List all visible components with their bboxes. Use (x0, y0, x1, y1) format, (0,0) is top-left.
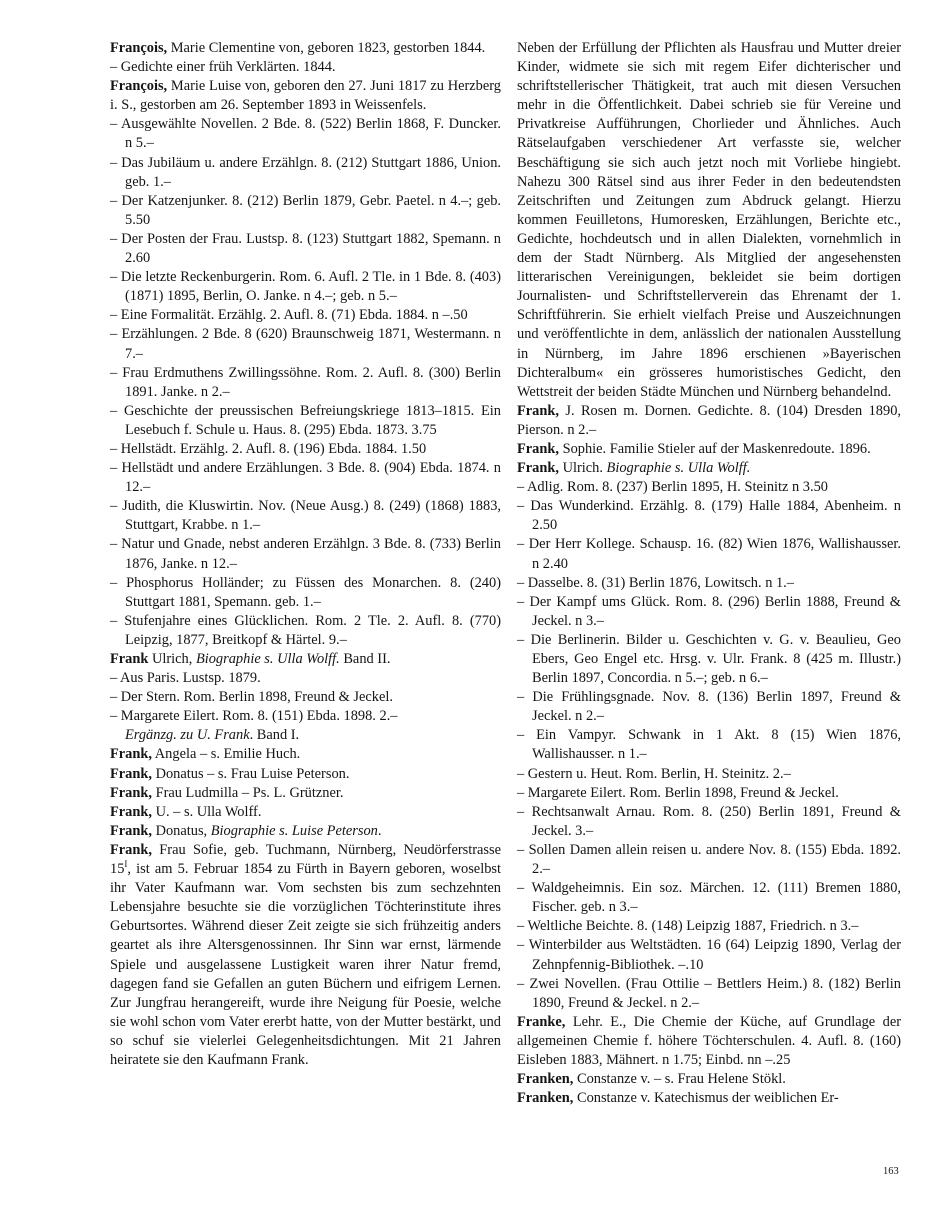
entry-text: – Die Frühlingsgnade. Nov. 8. (136) Berlin 1897, Freund & Jeckel. n 2.– (517, 689, 901, 725)
entry-text: Lehr. E., Die Chemie der Küche, auf Grundlage der allgemeinen Chemie f. höhere Töchterschulen. 4. Aufl. 8. (160) Eisleben 1883, Mähnert. n 1.75; Einbd. nn –.25 (517, 1013, 901, 1068)
entry-text: – Margarete Eilert. Rom. 8. (151) Ebda. 1898. 2.– (110, 708, 398, 725)
entry-text: U. – s. Ulla Wolff. (151, 803, 262, 820)
entry-paragraph (110, 745, 501, 764)
entry-paragraph (110, 822, 501, 841)
entry-paragraph (110, 784, 501, 803)
entry-heading: Frank, (110, 841, 152, 858)
entry-paragraph (110, 77, 501, 115)
entry-text: – Hellstädt und andere Erzählungen. 3 Bde. 8. (904) Ebda. 1874. n 12.– (110, 460, 501, 496)
bibliography-item (110, 154, 501, 192)
entry-paragraph (517, 440, 901, 459)
entry-paragraph (517, 1070, 901, 1089)
entry-heading: François, (110, 78, 168, 95)
entry-text: – Gedichte einer früh Verklärten. 1844. (110, 59, 336, 76)
bibliography-item (110, 192, 501, 230)
entry-text: – Natur und Gnade, nebst anderen Erzählgn. 3 Bde. 8. (733) Berlin 1876, Janke. n 12.– (110, 536, 501, 572)
bibliography-item (517, 784, 901, 803)
entry-text: – Waldgeheimnis. Ein soz. Märchen. 12. (111) Bremen 1880, Fischer. geb. n 3.– (517, 880, 901, 916)
bibliography-item (110, 402, 501, 440)
entry-text: Frau Ludmilla – Ps. L. Grützner. (151, 784, 344, 801)
bibliography-item (110, 574, 501, 612)
entry-text: Neben der Erfüllung der Pflichten als Hausfrau und Mutter dreier Kinder, widmete sie sich mit regem Eifer dichterischer und schriftstellerischer Thätigkeit, trat auch mit diesen Versuchen mehr in die Öffentlichkeit. Dabei schrieb sie für Vereine und Privatkreise Aufführungen, Chorlieder und Ähnliches. Auch Rätselaufgaben verschiedener Art verfasste sie, welcher Beschäftigung sie sich auch jetzt noch mit Vorliebe hingiebt. Nahezu 300 Rätsel sind aus ihrer Feder in den bedeutendsten Zeitschriften und Zeitungen zum Abdruck gelangt. Hierzu kommen Feuilletons, Humoresken, Erzählungen, Berichte etc., Gedichte, hochdeutsch und in allen Dialekten, vornehmlich in dem der Stadt Nürnberg. Als Mitglied der angesehensten litterarischen Vereinigungen, bekleidet sie beim dortigen Journalisten- und Schriftstellerverein das Ehrenamt der 1. Schriftführerin. Sie erhielt vielfach Preise und Auszeichnungen und veröffentlichte in dem, anlässlich der nationalen Ausstellung in Nürnberg, im Jahre 1896 erschienen »Bayerischen Dichteralbum« ein grösseres humoristisches Gedicht, den Wettstreit der beiden Städte München und Nürnberg behandelnd. (517, 40, 901, 400)
bibliography-item (110, 306, 501, 325)
bibliography-item (110, 440, 501, 459)
entry-paragraph (517, 1089, 901, 1108)
bibliography-item (517, 535, 901, 573)
entry-text: – Gestern u. Heut. Rom. Berlin, H. Steinitz. 2.– (517, 765, 791, 782)
bibliography-item (517, 478, 901, 497)
bibliography-item (110, 268, 501, 306)
entry-heading: Frank, (110, 803, 152, 820)
entry-text: – Hellstädt. Erzählg. 2. Aufl. 8. (196) Ebda. 1884. 1.50 (110, 440, 427, 457)
entry-text: – Der Katzenjunker. 8. (212) Berlin 1879, Gebr. Paetel. n 4.–; geb. 5.50 (110, 192, 501, 228)
bibliography-item (517, 879, 901, 917)
bibliography-item (517, 936, 901, 974)
entry-text: – Frau Erdmuthens Zwillingssöhne. Rom. 2. Aufl. 8. (300) Berlin 1891. Janke. n 2.– (110, 364, 501, 400)
bibliography-item (110, 688, 501, 707)
entry-text-tail: . Band I. (249, 727, 300, 744)
entry-text: – Ein Vampyr. Schwank in 1 Akt. 8 (15) Wien 1876, Wallishausser. n 1.– (517, 727, 901, 763)
entry-heading: Frank, (110, 765, 152, 782)
entry-heading: Franken, (517, 1090, 574, 1107)
entry-text: – Der Kampf ums Glück. Rom. 8. (296) Berlin 1888, Freund & Jeckel. n 3.– (517, 593, 901, 629)
entry-text: – Weltliche Beichte. 8. (148) Leipzig 1887, Friedrich. n 3.– (517, 918, 859, 935)
bibliography-item (517, 574, 901, 593)
entry-text-tail: Band II. (339, 651, 391, 667)
bibliography-item (517, 726, 901, 764)
bibliography-item (517, 917, 901, 936)
bibliography-item (110, 535, 501, 573)
entry-text: – Rechtsanwalt Arnau. Rom. 8. (250) Berlin 1891, Freund & Jeckel. 3.– (517, 803, 901, 839)
bibliography-item (110, 669, 501, 688)
entry-text: – Winterbilder aus Weltstädten. 16 (64) Leipzig 1890, Verlag der Zehnpfennig-Bibliothek. –.10 (517, 937, 901, 973)
entry-text: – Erzählungen. 2 Bde. 8 (620) Braunschweig 1871, Westermann. n 7.– (110, 326, 501, 362)
entry-text: – Geschichte der preussischen Befreiungskriege 1813–1815. Ein Lesebuch f. Schule u. Haus. 8. (295) Ebda. 1873. 3.75 (110, 402, 501, 438)
bibliography-item (517, 631, 901, 688)
entry-text: Donatus, (151, 822, 211, 839)
entry-text: – Dasselbe. 8. (31) Berlin 1876, Lowitsch. n 1.– (517, 574, 794, 591)
entry-heading: Frank, (110, 784, 152, 801)
left-column (110, 39, 501, 1070)
entry-heading: Frank, (110, 822, 152, 839)
entry-text: – Der Herr Kollege. Schausp. 16. (82) Wien 1876, Wallishausser. n 2.40 (517, 536, 901, 572)
entry-heading: Frank, (110, 746, 152, 763)
entry-text: J. Rosen m. Dornen. Gedichte. 8. (104) Dresden 1890, Pierson. n 2.– (517, 402, 901, 438)
entry-heading: François, (110, 40, 168, 56)
entry-text: Angela – s. Emilie Huch. (151, 746, 301, 763)
page-number: 163 (883, 1166, 899, 1177)
entry-text: – Margarete Eilert. Rom. Berlin 1898, Freund & Jeckel. (517, 784, 839, 801)
entry-text: – Ausgewählte Novellen. 2 Bde. 8. (522) Berlin 1868, F. Duncker. n 5.– (110, 116, 501, 152)
entry-heading: Frank (110, 651, 149, 667)
entry-italic-text: Biographie s. Ulla Wolff. (195, 651, 340, 667)
entry-text: – Der Stern. Rom. Berlin 1898, Freund & Jeckel. (110, 689, 393, 706)
entry-text: – Adlig. Rom. 8. (237) Berlin 1895, H. Steinitz n 3.50 (517, 479, 828, 496)
entry-text-tail: , ist am 5. Februar 1854 zu Fürth in Bayern geboren, woselbst ihr Vater Kaufmann war. Vom sechsten bis zum sechzehnten Lebensjahre besuchte sie die vorzüglichen Töchterinstitute ihres Geburtsortes. Während dieser Zeit zeigte sie sich frühzeitig anders geartet als ihre Altersgenossinnen. Ihr Sinn war ernst, lärmende Spiele und ausgelassene Lustigkeit waren ihrer Natur fremd, dagegen fand sie Gefallen an guten Büchern und eifrigem Lernen. Zur Jungfrau herangereift, wurde ihre Neigung für Poesie, welche sie wohl schon vom Vater ererbt hatte, von der Mutter bestärkt, und so schuf sie vielerlei Gelegenheitsdichtungen. Mit 21 Jahren heiratete sie den Kaufmann Frank. (110, 861, 501, 1068)
entry-paragraph (110, 650, 501, 669)
entry-text: Frau Sofie, geb. Tuchmann, Nürnberg, Neudörferstrasse 15 (110, 841, 501, 878)
entry-paragraph (110, 803, 501, 822)
bibliography-item (110, 115, 501, 153)
entry-text: Marie Clementine von, geboren 1823, gestorben 1844. (167, 40, 486, 56)
bibliography-item (517, 975, 901, 1013)
bibliography-item (517, 841, 901, 879)
bibliography-item (517, 765, 901, 784)
bibliography-item (517, 688, 901, 726)
entry-text: – Das Wunderkind. Erzählg. 8. (179) Halle 1884, Abenheim. n 2.50 (517, 498, 901, 534)
bibliography-item (110, 364, 501, 402)
entry-text: Constanze v. Katechismus der weiblichen Er- (573, 1090, 839, 1107)
bibliography-item (110, 726, 501, 745)
entry-text: – Sollen Damen allein reisen u. andere Nov. 8. (155) Ebda. 1892. 2.– (517, 841, 901, 878)
bibliography-item (517, 497, 901, 535)
bibliography-item (110, 58, 501, 77)
entry-paragraph (110, 765, 501, 784)
superscript: I (124, 859, 128, 870)
entry-heading: Franke, (517, 1013, 566, 1030)
entry-text: – Die Berlinerin. Bilder u. Geschichten v. G. v. Beaulieu, Geo Ebers, Geo Engel etc. Hrsg. v. Ulr. Frank. 8 (425 m. Illustr.) Berlin 1897, Concordia. n 5.–; geb. n 6.– (517, 631, 901, 687)
entry-text: – Zwei Novellen. (Frau Ottilie – Bettlers Heim.) 8. (182) Berlin 1890, Freund & Jeckel. n 2.– (517, 975, 901, 1011)
entry-text: Constanze v. – s. Frau Helene Stökl. (573, 1071, 786, 1088)
right-column (517, 39, 901, 1108)
entry-text: – Phosphorus Holländer; zu Füssen des Monarchen. 8. (240) Stuttgart 1881, Spemann. geb. 1.– (110, 574, 501, 610)
entry-heading: Frank, (517, 460, 559, 477)
bibliography-item (110, 230, 501, 268)
bibliography-item (110, 497, 501, 535)
entry-heading: Frank, (517, 402, 559, 419)
entry-text: – Stufenjahre eines Glücklichen. Rom. 2 Tle. 2. Aufl. 8. (770) Leipzig, 1877, Breitkopf & Härtel. 9.– (110, 612, 501, 648)
entry-paragraph (517, 1013, 901, 1070)
bibliography-item (517, 803, 901, 841)
entry-paragraph (517, 459, 901, 478)
entry-text: Donatus – s. Frau Luise Peterson. (151, 765, 350, 782)
entry-text: – Aus Paris. Lustsp. 1879. (110, 670, 261, 687)
bibliography-item (110, 459, 501, 497)
bibliography-item (110, 325, 501, 363)
entry-text: Ulrich, (148, 651, 196, 667)
entry-text: – Judith, die Kluswirtin. Nov. (Neue Ausg.) 8. (249) (1868) 1883, Stuttgart, Krabbe. n 1.– (110, 498, 501, 534)
entry-text: – Der Posten der Frau. Lustsp. 8. (123) Stuttgart 1882, Spemann. n 2.60 (110, 230, 501, 267)
entry-text: Marie Luise von, geboren den 27. Juni 1817 zu Herzberg i. S., gestorben am 26. September 1893 in Weissenfels. (110, 78, 501, 114)
entry-text-tail: . (377, 822, 382, 839)
entry-text: – Das Jubiläum u. andere Erzählgn. 8. (212) Stuttgart 1886, Union. geb. 1.– (110, 154, 501, 190)
entry-italic-text: Biographie s. Ulla Wolff. (606, 460, 751, 477)
entry-text: – Die letzte Reckenburgerin. Rom. 6. Aufl. 2 Tle. in 1 Bde. 8. (403) (1871) 1895, Berlin, O. Janke. n 4.–; geb. n 5.– (110, 269, 501, 305)
entry-heading: Franken, (517, 1071, 574, 1088)
bibliography-item (110, 707, 501, 726)
bibliography-item (517, 593, 901, 631)
entry-text: Ulrich. (558, 460, 607, 477)
entry-text: – Eine Formalität. Erzählg. 2. Aufl. 8. (71) Ebda. 1884. n –.50 (110, 307, 468, 324)
entry-heading: Frank, (517, 440, 559, 457)
entry-italic-text: Ergänzg. zu U. Frank (125, 727, 250, 744)
entry-paragraph (517, 402, 901, 440)
entry-paragraph (110, 841, 501, 1070)
entry-italic-text: Biographie s. Luise Peterson (210, 822, 378, 839)
entry-text: Sophie. Familie Stieler auf der Maskenredoute. 1896. (558, 440, 871, 457)
bibliography-item (110, 612, 501, 650)
entry-paragraph (517, 39, 901, 402)
entry-paragraph (110, 39, 501, 58)
